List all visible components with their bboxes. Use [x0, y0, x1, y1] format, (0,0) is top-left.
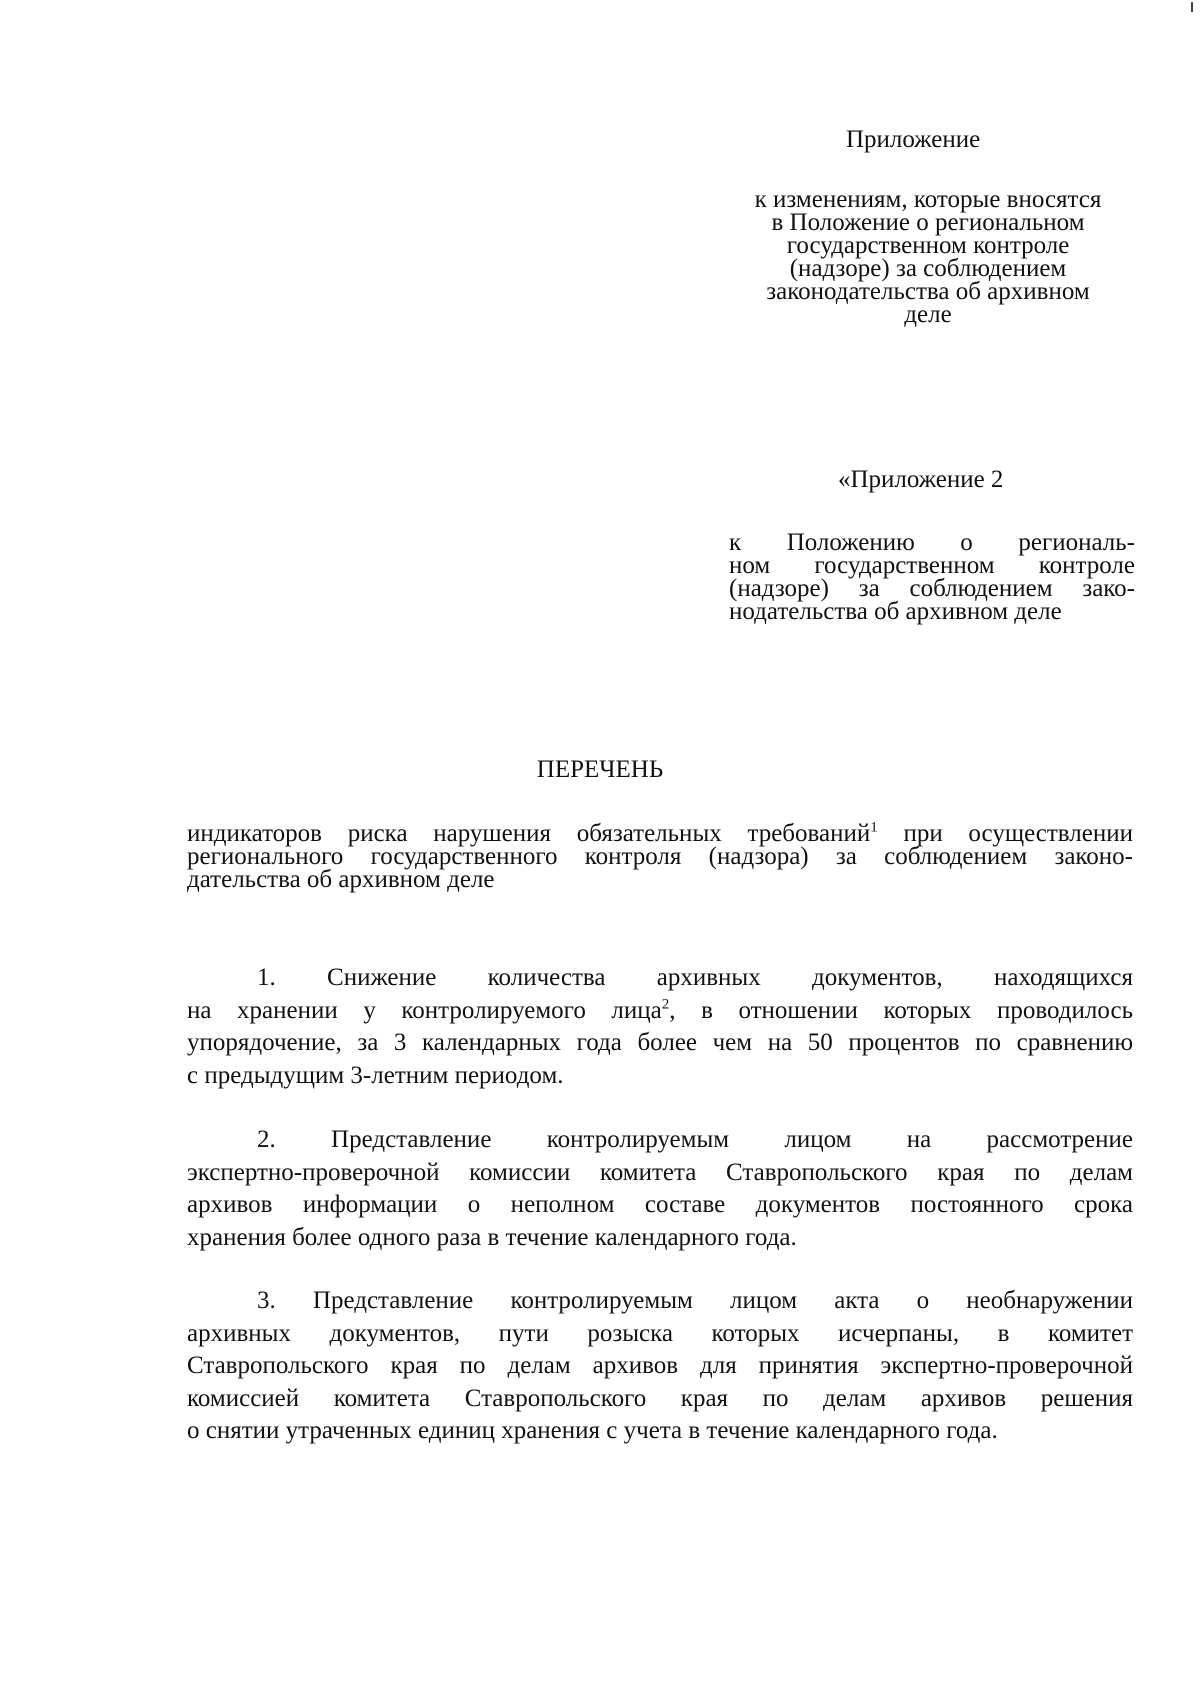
item-line: с предыдущим 3-летним периодом.: [187, 1061, 564, 1089]
list-item: [187, 1124, 1133, 1254]
item-line: архивных документов, пути розыска которых исчерпаны, в комитет: [187, 1319, 1133, 1347]
item-line: архивов информации о неполном составе документов постоянного срока: [187, 1191, 1133, 1218]
item-line: экспертно-проверочной комиссии комитета Ставропольского края по делам: [187, 1158, 1133, 1186]
item-line: 2. Представление контролируемым лицом на рассмотрение: [257, 1126, 1133, 1153]
item-line: 1. Снижение количества архивных документов, находящихся: [257, 964, 1133, 991]
footnote-marker: 2: [661, 996, 670, 1013]
item-line: хранения более одного раза в течение календарного года.: [187, 1223, 797, 1251]
item-line: [187, 995, 1133, 1028]
appendix-line: к изменениям, которые вносятся: [754, 186, 1102, 213]
item-line: упорядочение, за 3 календарных года более чем на 50 процентов по сравнению: [187, 1029, 1133, 1056]
footnote-marker: 1: [870, 819, 878, 836]
appendix-title: Приложение: [846, 126, 981, 153]
list-title: ПЕРЕЧЕНЬ: [536, 756, 664, 783]
appendix2-line: к Положению о региональ-: [729, 529, 1135, 556]
item-line: Ставропольского края по делам архивов для принятия экспертно-проверочной: [187, 1352, 1133, 1379]
appendix2-line: (надзоре) за соблюдением зако-: [729, 575, 1135, 602]
appendix-reference: [728, 188, 1128, 326]
list-subtitle: [187, 819, 1133, 893]
subtitle-text: индикаторов риска нарушения обязательных требований: [187, 820, 871, 847]
appendix-line: деле: [904, 301, 952, 328]
item-line: комиссией комитета Ставропольского края по делам архивов решения: [187, 1384, 1133, 1412]
appendix2-line: ном государственном контроле: [729, 552, 1135, 579]
scan-edge-mark: [1191, 2, 1193, 12]
subtitle-line: регионального государственного контроля (надзора) за соблюдением законо-: [187, 843, 1133, 870]
item-line: о снятии утраченных единиц хранения с учета в течение календарного года.: [187, 1417, 998, 1444]
appendix2-line: нодательства об архивном деле: [729, 598, 1062, 625]
appendix2-reference: [729, 531, 1135, 623]
subtitle-text: при осуществлении: [877, 820, 1133, 847]
item-line: 3. Представление контролируемым лицом акта о необнаружении: [257, 1287, 1133, 1314]
list-item: [187, 962, 1133, 1092]
subtitle-line: [187, 819, 1133, 847]
appendix-line: (надзоре) за соблюдением: [789, 255, 1067, 282]
item-text: , в отношении которых проводилось: [669, 996, 1133, 1024]
list-item: [187, 1285, 1133, 1448]
item-text: на хранении у контролируемого лица: [187, 996, 662, 1024]
subtitle-line: дательства об архивном деле: [187, 866, 495, 893]
appendix-line: государственном контроле: [786, 232, 1070, 259]
appendix2-title: «Приложение 2: [838, 466, 1004, 493]
appendix-line: в Положение о региональном: [771, 209, 1085, 236]
appendix-line: законодательства об архивном: [766, 278, 1090, 305]
